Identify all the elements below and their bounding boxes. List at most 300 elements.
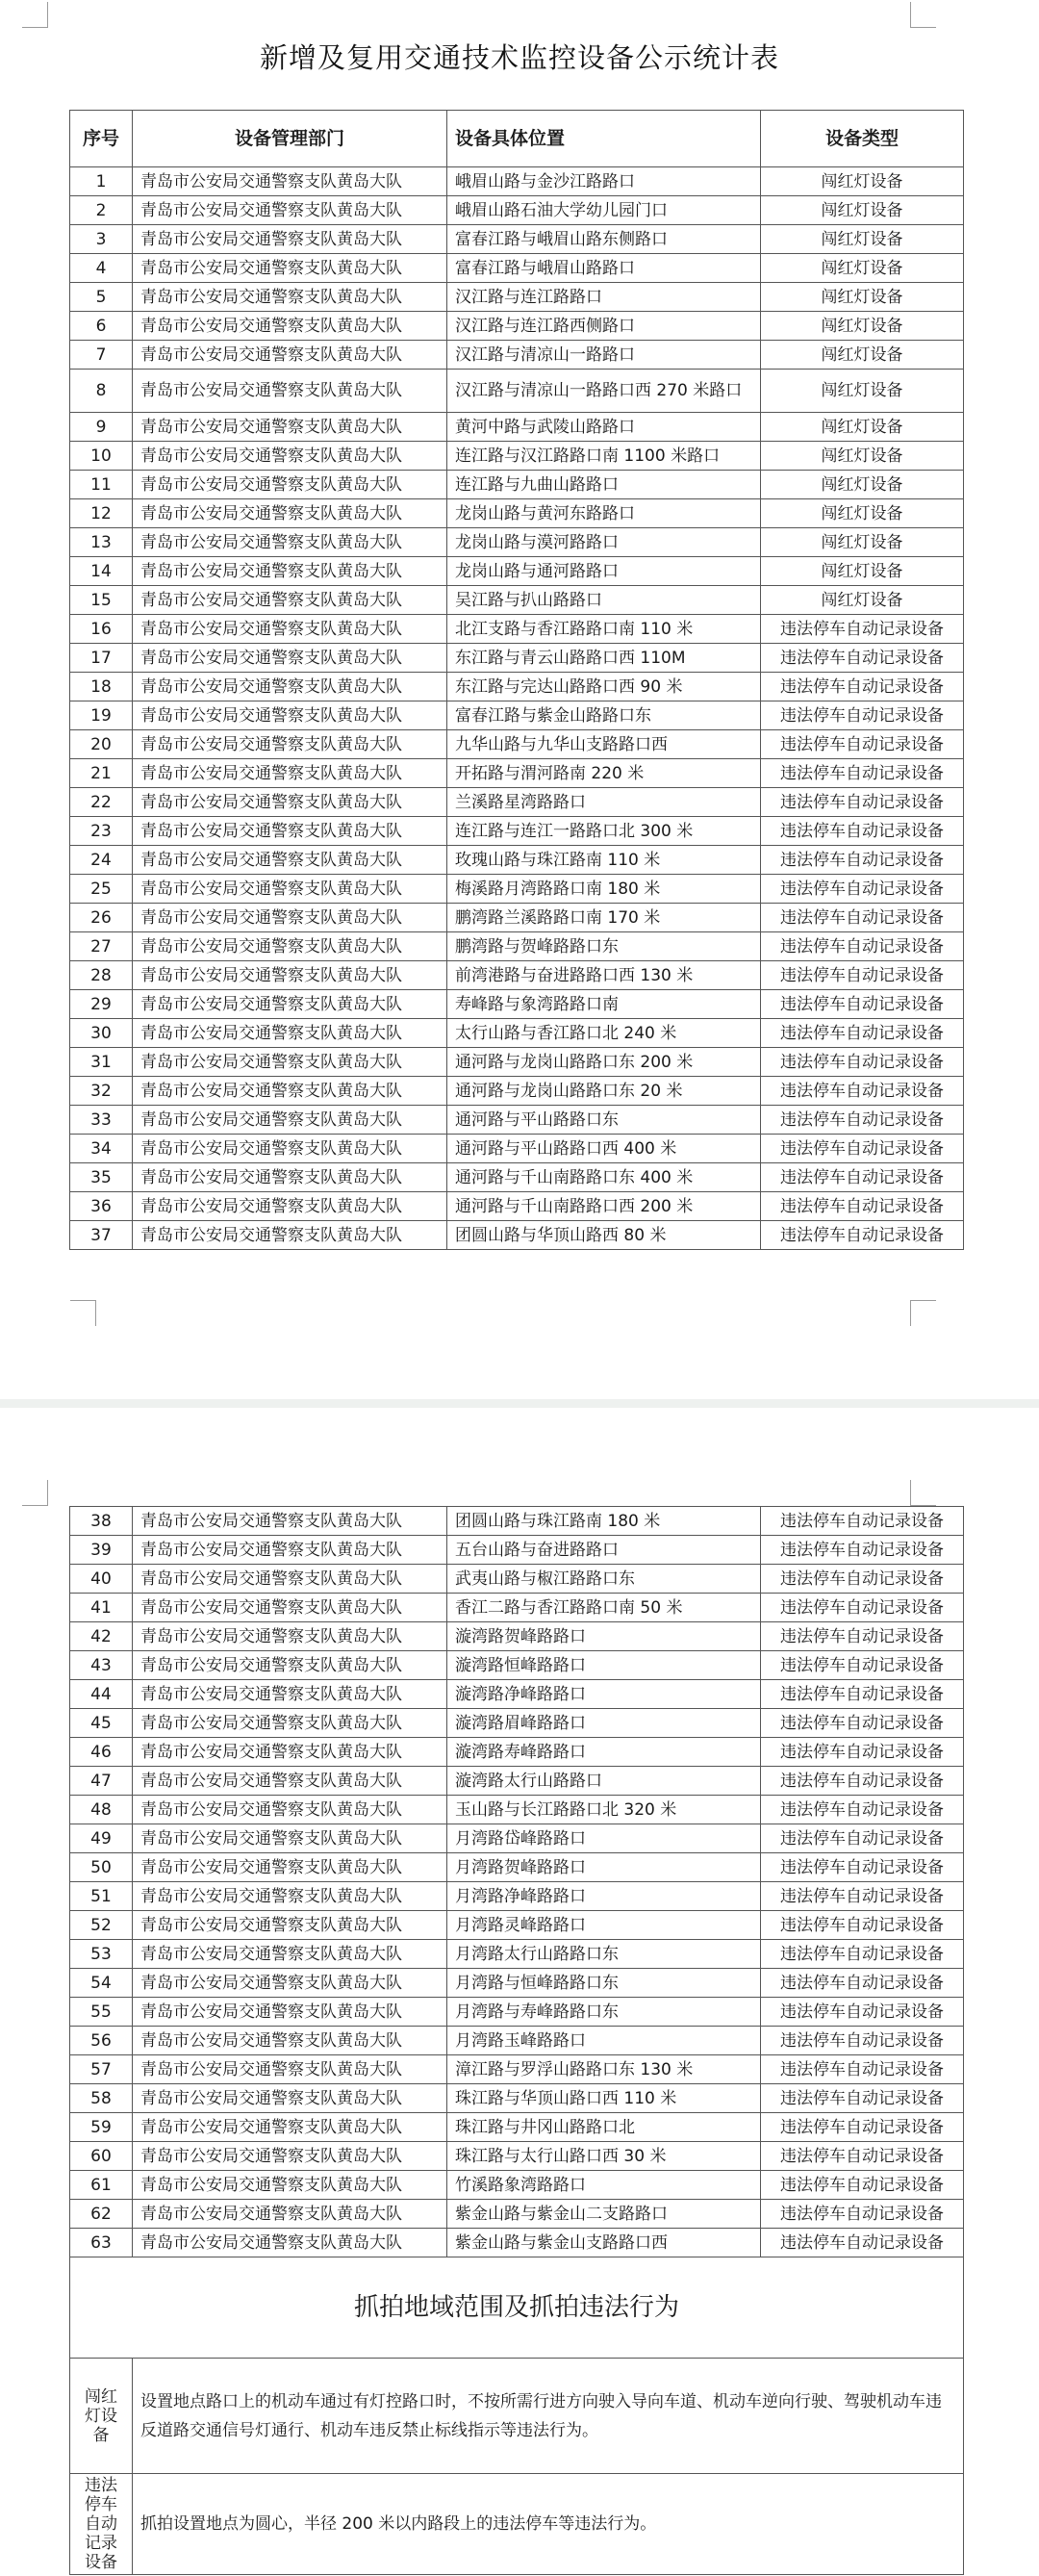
row-number: 15 (70, 586, 133, 615)
row-device-type: 违法停车自动记录设备 (761, 759, 964, 788)
page-separator (0, 1399, 1039, 1408)
row-location: 黄河中路与武陵山路路口 (447, 413, 761, 442)
row-number: 56 (70, 2027, 133, 2055)
row-location: 月湾路灵峰路路口 (447, 1911, 761, 1940)
row-department: 青岛市公安局交通警察支队黄岛大队 (133, 788, 447, 817)
document-title: 新增及复用交通技术监控设备公示统计表 (259, 41, 779, 74)
row-department: 青岛市公安局交通警察支队黄岛大队 (133, 1998, 447, 2027)
row-device-type: 违法停车自动记录设备 (761, 701, 964, 730)
row-number: 60 (70, 2142, 133, 2171)
row-location: 通河路与平山路路口东 (447, 1106, 761, 1135)
row-number: 53 (70, 1940, 133, 1969)
row-device-type: 违法停车自动记录设备 (761, 1796, 964, 1824)
row-department: 青岛市公安局交通警察支队黄岛大队 (133, 283, 447, 312)
row-number: 37 (70, 1221, 133, 1250)
row-device-type: 违法停车自动记录设备 (761, 644, 964, 673)
row-device-type: 闯红灯设备 (761, 370, 964, 413)
row-location: 北江支路与香江路路口南 110 米 (447, 615, 761, 644)
row-number: 49 (70, 1824, 133, 1853)
behavior-row (70, 2359, 964, 2474)
table-row (70, 1709, 964, 1738)
row-department: 青岛市公安局交通警察支队黄岛大队 (133, 2084, 447, 2113)
row-device-type: 违法停车自动记录设备 (761, 1019, 964, 1048)
section-title: 抓拍地域范围及抓拍违法行为 (70, 2257, 964, 2359)
row-device-type: 违法停车自动记录设备 (761, 1998, 964, 2027)
row-location: 月湾路岱峰路路口 (447, 1824, 761, 1853)
table-row (70, 846, 964, 875)
row-location: 东江路与青云山路路口西 110M (447, 644, 761, 673)
row-number: 34 (70, 1135, 133, 1163)
row-location: 紫金山路与紫金山二支路路口 (447, 2200, 761, 2229)
row-department: 青岛市公安局交通警察支队黄岛大队 (133, 167, 447, 196)
row-department: 青岛市公安局交通警察支队黄岛大队 (133, 312, 447, 341)
row-device-type: 违法停车自动记录设备 (761, 2171, 964, 2200)
table-row (70, 471, 964, 499)
row-department: 青岛市公安局交通警察支队黄岛大队 (133, 1824, 447, 1853)
table-row (70, 2027, 964, 2055)
row-location: 武夷山路与椒江路路口东 (447, 1565, 761, 1594)
row-device-type: 违法停车自动记录设备 (761, 1709, 964, 1738)
table-row (70, 1507, 964, 1536)
table-row (70, 2229, 964, 2257)
row-number: 63 (70, 2229, 133, 2257)
row-device-type: 违法停车自动记录设备 (761, 1853, 964, 1882)
crop-mark-bottom-right (910, 1300, 936, 1326)
row-location: 竹溪路象湾路路口 (447, 2171, 761, 2200)
table-row (70, 370, 964, 413)
row-device-type: 违法停车自动记录设备 (761, 2027, 964, 2055)
row-device-type: 违法停车自动记录设备 (761, 2084, 964, 2113)
table-row (70, 932, 964, 961)
table-row (70, 283, 964, 312)
row-device-type: 违法停车自动记录设备 (761, 1163, 964, 1192)
row-location: 月湾路净峰路路口 (447, 1882, 761, 1911)
row-device-type: 闯红灯设备 (761, 196, 964, 225)
row-department: 青岛市公安局交通警察支队黄岛大队 (133, 759, 447, 788)
row-department: 青岛市公安局交通警察支队黄岛大队 (133, 1767, 447, 1796)
table-row (70, 1796, 964, 1824)
row-department: 青岛市公安局交通警察支队黄岛大队 (133, 1911, 447, 1940)
document-page-2 (0, 1408, 1039, 2576)
row-location: 五台山路与奋进路路口 (447, 1536, 761, 1565)
table-row (70, 1882, 964, 1911)
table-row (70, 2055, 964, 2084)
row-location: 漩湾路太行山路路口 (447, 1767, 761, 1796)
table-row (70, 1824, 964, 1853)
table-row (70, 557, 964, 586)
row-number: 48 (70, 1796, 133, 1824)
row-department: 青岛市公安局交通警察支队黄岛大队 (133, 2200, 447, 2229)
row-location: 梅溪路月湾路路口南 180 米 (447, 875, 761, 904)
table-row (70, 644, 964, 673)
equipment-table-page-2 (69, 1506, 964, 2575)
row-department: 青岛市公安局交通警察支队黄岛大队 (133, 1507, 447, 1536)
row-location: 连江路与汉江路路口南 1100 米路口 (447, 442, 761, 471)
row-number: 41 (70, 1594, 133, 1622)
table-row (70, 1163, 964, 1192)
row-device-type: 违法停车自动记录设备 (761, 1738, 964, 1767)
row-device-type: 闯红灯设备 (761, 471, 964, 499)
row-number: 32 (70, 1077, 133, 1106)
table-row (70, 1738, 964, 1767)
row-location: 漩湾路贺峰路路口 (447, 1622, 761, 1651)
behavior-description: 抓拍设置地点为圆心，半径 200 米以内路段上的违法停车等违法行为。 (133, 2474, 964, 2575)
row-location: 漩湾路净峰路路口 (447, 1680, 761, 1709)
row-device-type: 闯红灯设备 (761, 341, 964, 370)
row-location: 富春江路与峨眉山路东侧路口 (447, 225, 761, 254)
row-location: 香江二路与香江路路口南 50 米 (447, 1594, 761, 1622)
row-department: 青岛市公安局交通警察支队黄岛大队 (133, 528, 447, 557)
table-row (70, 1940, 964, 1969)
row-location: 珠江路与井冈山路路口北 (447, 2113, 761, 2142)
row-location: 龙岗山路与漠河路路口 (447, 528, 761, 557)
row-device-type: 违法停车自动记录设备 (761, 1048, 964, 1077)
row-department: 青岛市公安局交通警察支队黄岛大队 (133, 1940, 447, 1969)
row-location: 月湾路与寿峰路路口东 (447, 1998, 761, 2027)
row-device-type: 违法停车自动记录设备 (761, 875, 964, 904)
row-department: 青岛市公安局交通警察支队黄岛大队 (133, 817, 447, 846)
row-department: 青岛市公安局交通警察支队黄岛大队 (133, 1221, 447, 1250)
row-number: 25 (70, 875, 133, 904)
row-department: 青岛市公安局交通警察支队黄岛大队 (133, 875, 447, 904)
crop-mark-top-right (910, 1480, 936, 1506)
row-department: 青岛市公安局交通警察支队黄岛大队 (133, 730, 447, 759)
column-header-number: 序号 (70, 111, 133, 167)
row-number: 9 (70, 413, 133, 442)
row-number: 52 (70, 1911, 133, 1940)
row-number: 42 (70, 1622, 133, 1651)
row-location: 鹏湾路与贺峰路路口东 (447, 932, 761, 961)
row-number: 5 (70, 283, 133, 312)
row-number: 47 (70, 1767, 133, 1796)
behavior-device-type: 违法停车自动记录设备 (70, 2474, 133, 2575)
row-location: 开拓路与渭河路南 220 米 (447, 759, 761, 788)
table-row (70, 312, 964, 341)
row-location: 太行山路与香江路口北 240 米 (447, 1019, 761, 1048)
row-department: 青岛市公安局交通警察支队黄岛大队 (133, 1077, 447, 1106)
row-number: 33 (70, 1106, 133, 1135)
row-number: 2 (70, 196, 133, 225)
table-header-row (70, 111, 964, 167)
row-location: 月湾路玉峰路路口 (447, 2027, 761, 2055)
row-department: 青岛市公安局交通警察支队黄岛大队 (133, 1796, 447, 1824)
row-department: 青岛市公安局交通警察支队黄岛大队 (133, 341, 447, 370)
row-device-type: 闯红灯设备 (761, 312, 964, 341)
row-number: 50 (70, 1853, 133, 1882)
row-device-type: 违法停车自动记录设备 (761, 2229, 964, 2257)
row-number: 13 (70, 528, 133, 557)
row-number: 38 (70, 1507, 133, 1536)
row-number: 29 (70, 990, 133, 1019)
row-device-type: 违法停车自动记录设备 (761, 2142, 964, 2171)
row-location: 九华山路与九华山支路路口西 (447, 730, 761, 759)
row-location: 漳江路与罗浮山路路口东 130 米 (447, 2055, 761, 2084)
row-number: 3 (70, 225, 133, 254)
row-department: 青岛市公安局交通警察支队黄岛大队 (133, 990, 447, 1019)
table-row (70, 1651, 964, 1680)
row-location: 兰溪路星湾路路口 (447, 788, 761, 817)
row-department: 青岛市公安局交通警察支队黄岛大队 (133, 2113, 447, 2142)
row-number: 10 (70, 442, 133, 471)
table-row (70, 2142, 964, 2171)
row-number: 55 (70, 1998, 133, 2027)
row-department: 青岛市公安局交通警察支队黄岛大队 (133, 1565, 447, 1594)
row-device-type: 违法停车自动记录设备 (761, 1565, 964, 1594)
row-number: 6 (70, 312, 133, 341)
row-device-type: 违法停车自动记录设备 (761, 1507, 964, 1536)
row-location: 漩湾路寿峰路路口 (447, 1738, 761, 1767)
table-row (70, 2200, 964, 2229)
row-device-type: 违法停车自动记录设备 (761, 961, 964, 990)
row-location: 东江路与完达山路路口西 90 米 (447, 673, 761, 701)
column-header-location: 设备具体位置 (447, 111, 761, 167)
row-department: 青岛市公安局交通警察支队黄岛大队 (133, 846, 447, 875)
row-department: 青岛市公安局交通警察支队黄岛大队 (133, 196, 447, 225)
table-row (70, 615, 964, 644)
row-device-type: 违法停车自动记录设备 (761, 2200, 964, 2229)
table-row (70, 961, 964, 990)
crop-mark-top-left (22, 2, 48, 28)
row-location: 月湾路贺峰路路口 (447, 1853, 761, 1882)
table-row (70, 2171, 964, 2200)
row-location: 漩湾路恒峰路路口 (447, 1651, 761, 1680)
row-department: 青岛市公安局交通警察支队黄岛大队 (133, 370, 447, 413)
row-location: 漩湾路眉峰路路口 (447, 1709, 761, 1738)
row-location: 玉山路与长江路路口北 320 米 (447, 1796, 761, 1824)
row-number: 20 (70, 730, 133, 759)
row-location: 通河路与龙岗山路路口东 20 米 (447, 1077, 761, 1106)
row-device-type: 违法停车自动记录设备 (761, 817, 964, 846)
table-row (70, 1221, 964, 1250)
row-device-type: 闯红灯设备 (761, 557, 964, 586)
table-row (70, 196, 964, 225)
table-row (70, 1135, 964, 1163)
crop-mark-top-right (910, 2, 936, 28)
row-location: 鹏湾路兰溪路路口南 170 米 (447, 904, 761, 932)
table-row (70, 875, 964, 904)
table-row (70, 1106, 964, 1135)
table-row (70, 1680, 964, 1709)
row-department: 青岛市公安局交通警察支队黄岛大队 (133, 557, 447, 586)
table-row (70, 1998, 964, 2027)
table-row (70, 1594, 964, 1622)
behavior-description: 设置地点路口上的机动车通过有灯控路口时，不按所需行进方向驶入导向车道、机动车逆向行驶、驾驶机动车违反道路交通信号灯通行、机动车违反禁止标线指示等违法行为。 (133, 2359, 964, 2474)
table-row (70, 167, 964, 196)
row-number: 27 (70, 932, 133, 961)
row-department: 青岛市公安局交通警察支队黄岛大队 (133, 1969, 447, 1998)
row-number: 11 (70, 471, 133, 499)
table-row (70, 1622, 964, 1651)
row-number: 24 (70, 846, 133, 875)
table-row (70, 1192, 964, 1221)
row-location: 峨眉山路与金沙江路路口 (447, 167, 761, 196)
table-row (70, 586, 964, 615)
table-body-page-1 (70, 167, 964, 1250)
row-department: 青岛市公安局交通警察支队黄岛大队 (133, 1048, 447, 1077)
table-row (70, 499, 964, 528)
row-location: 汉江路与连江路西侧路口 (447, 312, 761, 341)
table-row (70, 730, 964, 759)
row-department: 青岛市公安局交通警察支队黄岛大队 (133, 932, 447, 961)
row-device-type: 违法停车自动记录设备 (761, 1882, 964, 1911)
row-device-type: 违法停车自动记录设备 (761, 990, 964, 1019)
row-number: 35 (70, 1163, 133, 1192)
row-location: 富春江路与紫金山路路口东 (447, 701, 761, 730)
row-department: 青岛市公安局交通警察支队黄岛大队 (133, 1106, 447, 1135)
row-number: 45 (70, 1709, 133, 1738)
row-device-type: 违法停车自动记录设备 (761, 904, 964, 932)
row-number: 62 (70, 2200, 133, 2229)
row-device-type: 违法停车自动记录设备 (761, 1911, 964, 1940)
row-number: 12 (70, 499, 133, 528)
table-row (70, 1767, 964, 1796)
row-device-type: 违法停车自动记录设备 (761, 1135, 964, 1163)
row-location: 团圆山路与珠江路南 180 米 (447, 1507, 761, 1536)
row-location: 通河路与平山路路口西 400 米 (447, 1135, 761, 1163)
table-row (70, 990, 964, 1019)
column-header-type: 设备类型 (761, 111, 964, 167)
row-device-type: 违法停车自动记录设备 (761, 1077, 964, 1106)
row-number: 22 (70, 788, 133, 817)
row-location: 龙岗山路与黄河东路路口 (447, 499, 761, 528)
table-row (70, 701, 964, 730)
table-row (70, 413, 964, 442)
row-department: 青岛市公安局交通警察支队黄岛大队 (133, 2027, 447, 2055)
table-row (70, 1019, 964, 1048)
table-row (70, 442, 964, 471)
row-device-type: 闯红灯设备 (761, 442, 964, 471)
row-department: 青岛市公安局交通警察支队黄岛大队 (133, 471, 447, 499)
row-department: 青岛市公安局交通警察支队黄岛大队 (133, 2055, 447, 2084)
equipment-table-page-1 (69, 110, 964, 1250)
row-department: 青岛市公安局交通警察支队黄岛大队 (133, 1853, 447, 1882)
row-location: 珠江路与华顶山路口西 110 米 (447, 2084, 761, 2113)
row-device-type: 违法停车自动记录设备 (761, 1680, 964, 1709)
column-header-department: 设备管理部门 (133, 111, 447, 167)
table-row (70, 1911, 964, 1940)
row-number: 14 (70, 557, 133, 586)
row-location: 汉江路与清凉山一路路口 (447, 341, 761, 370)
table-row (70, 904, 964, 932)
row-department: 青岛市公安局交通警察支队黄岛大队 (133, 1622, 447, 1651)
row-device-type: 闯红灯设备 (761, 413, 964, 442)
row-number: 43 (70, 1651, 133, 1680)
row-device-type: 违法停车自动记录设备 (761, 2055, 964, 2084)
row-department: 青岛市公安局交通警察支队黄岛大队 (133, 1882, 447, 1911)
table-row (70, 528, 964, 557)
table-body-page-2 (70, 1507, 964, 2257)
row-number: 8 (70, 370, 133, 413)
table-row (70, 1853, 964, 1882)
row-location: 月湾路太行山路路口东 (447, 1940, 761, 1969)
row-location: 紫金山路与紫金山支路路口西 (447, 2229, 761, 2257)
row-number: 16 (70, 615, 133, 644)
row-number: 26 (70, 904, 133, 932)
row-device-type: 闯红灯设备 (761, 283, 964, 312)
row-department: 青岛市公安局交通警察支队黄岛大队 (133, 254, 447, 283)
row-number: 28 (70, 961, 133, 990)
row-device-type: 违法停车自动记录设备 (761, 1767, 964, 1796)
row-department: 青岛市公安局交通警察支队黄岛大队 (133, 644, 447, 673)
row-number: 39 (70, 1536, 133, 1565)
row-location: 吴江路与扒山路路口 (447, 586, 761, 615)
row-department: 青岛市公安局交通警察支队黄岛大队 (133, 1192, 447, 1221)
row-device-type: 违法停车自动记录设备 (761, 846, 964, 875)
row-department: 青岛市公安局交通警察支队黄岛大队 (133, 615, 447, 644)
table-row (70, 1536, 964, 1565)
row-location: 连江路与九曲山路路口 (447, 471, 761, 499)
row-device-type: 违法停车自动记录设备 (761, 788, 964, 817)
table-row (70, 1565, 964, 1594)
row-location: 汉江路与连江路路口 (447, 283, 761, 312)
row-device-type: 闯红灯设备 (761, 167, 964, 196)
row-location: 富春江路与峨眉山路路口 (447, 254, 761, 283)
row-department: 青岛市公安局交通警察支队黄岛大队 (133, 225, 447, 254)
row-department: 青岛市公安局交通警察支队黄岛大队 (133, 1680, 447, 1709)
row-location: 通河路与千山南路路口东 400 米 (447, 1163, 761, 1192)
row-department: 青岛市公安局交通警察支队黄岛大队 (133, 1536, 447, 1565)
row-department: 青岛市公安局交通警察支队黄岛大队 (133, 442, 447, 471)
row-number: 59 (70, 2113, 133, 2142)
row-location: 峨眉山路石油大学幼儿园门口 (447, 196, 761, 225)
row-device-type: 闯红灯设备 (761, 499, 964, 528)
row-device-type: 违法停车自动记录设备 (761, 1824, 964, 1853)
row-number: 46 (70, 1738, 133, 1767)
row-device-type: 违法停车自动记录设备 (761, 1192, 964, 1221)
row-number: 17 (70, 644, 133, 673)
row-device-type: 违法停车自动记录设备 (761, 1969, 964, 1998)
row-number: 30 (70, 1019, 133, 1048)
row-location: 月湾路与恒峰路路口东 (447, 1969, 761, 1998)
row-device-type: 违法停车自动记录设备 (761, 1940, 964, 1969)
row-department: 青岛市公安局交通警察支队黄岛大队 (133, 413, 447, 442)
row-device-type: 违法停车自动记录设备 (761, 1651, 964, 1680)
row-location: 团圆山路与华顶山路西 80 米 (447, 1221, 761, 1250)
row-device-type: 违法停车自动记录设备 (761, 2113, 964, 2142)
row-number: 57 (70, 2055, 133, 2084)
row-device-type: 违法停车自动记录设备 (761, 1106, 964, 1135)
row-department: 青岛市公安局交通警察支队黄岛大队 (133, 1135, 447, 1163)
row-device-type: 闯红灯设备 (761, 254, 964, 283)
crop-mark-bottom-left (70, 1300, 96, 1326)
row-device-type: 违法停车自动记录设备 (761, 1536, 964, 1565)
row-department: 青岛市公安局交通警察支队黄岛大队 (133, 586, 447, 615)
table-row (70, 341, 964, 370)
row-number: 1 (70, 167, 133, 196)
table-row (70, 2084, 964, 2113)
row-department: 青岛市公安局交通警察支队黄岛大队 (133, 2229, 447, 2257)
row-number: 23 (70, 817, 133, 846)
row-department: 青岛市公安局交通警察支队黄岛大队 (133, 701, 447, 730)
row-department: 青岛市公安局交通警察支队黄岛大队 (133, 1163, 447, 1192)
row-device-type: 违法停车自动记录设备 (761, 932, 964, 961)
row-location: 通河路与千山南路路口西 200 米 (447, 1192, 761, 1221)
row-number: 18 (70, 673, 133, 701)
row-device-type: 闯红灯设备 (761, 225, 964, 254)
row-number: 36 (70, 1192, 133, 1221)
table-row (70, 225, 964, 254)
row-number: 44 (70, 1680, 133, 1709)
row-number: 7 (70, 341, 133, 370)
behavior-row (70, 2474, 964, 2575)
row-department: 青岛市公安局交通警察支队黄岛大队 (133, 961, 447, 990)
table-row (70, 1048, 964, 1077)
table-row (70, 759, 964, 788)
table-row (70, 673, 964, 701)
row-department: 青岛市公安局交通警察支队黄岛大队 (133, 673, 447, 701)
row-location: 玫瑰山路与珠江路南 110 米 (447, 846, 761, 875)
row-department: 青岛市公安局交通警察支队黄岛大队 (133, 1651, 447, 1680)
